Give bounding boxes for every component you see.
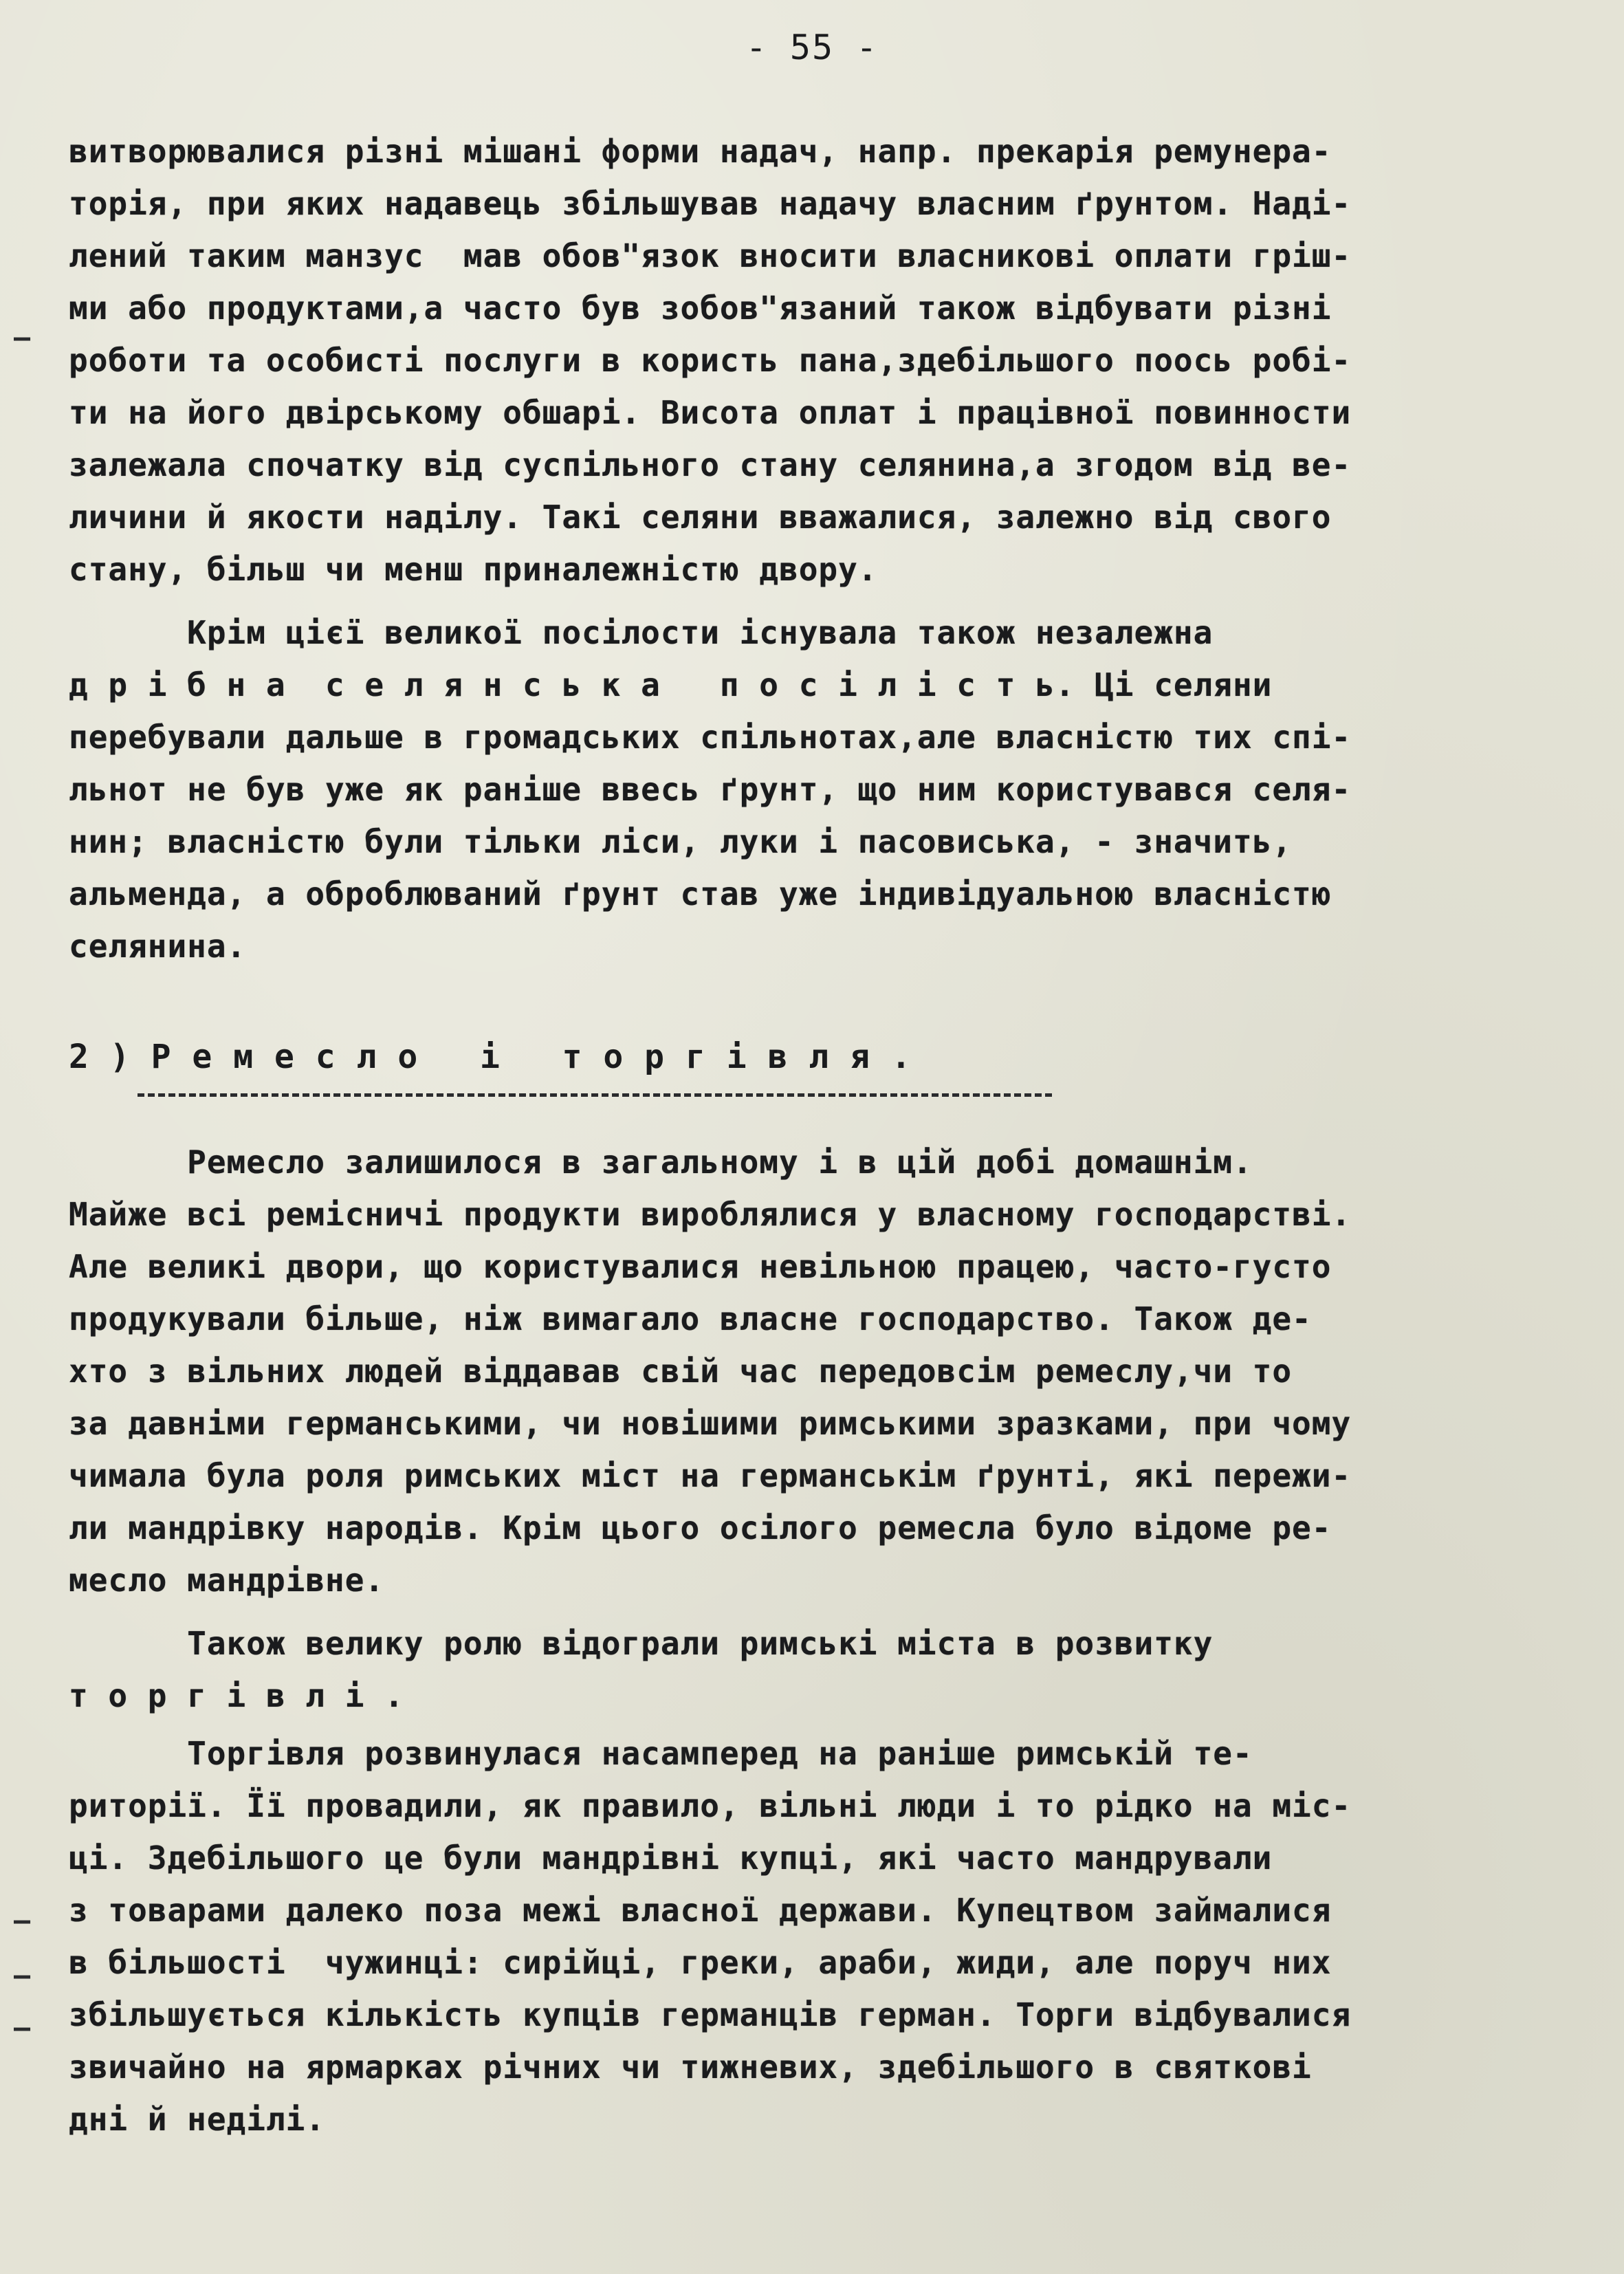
text-line: льнот не був уже як раніше ввесь ґрунт, що ним користувався селя- [69, 771, 1352, 808]
text-line: роботи та особисті послуги в користь пана,здебільшого поось робі- [69, 342, 1352, 379]
text-line: ці. Здебільшого це були мандрівні купці, які часто мандрували [69, 1839, 1273, 1877]
text-line: в більшості чужинці: сирійці, греки, араби, жиди, але поруч них [69, 1944, 1332, 1981]
margin-dash-mark: – [14, 322, 31, 353]
text-line: Але великі двори, що користувалися невільною працею, часто-густо [69, 1248, 1332, 1285]
margin-dash-mark: – [14, 1905, 31, 1936]
text-line: з товарами далеко поза межі власної держави. Купецтвом займалися [69, 1892, 1332, 1929]
text-line: Ремесло залишилося в загальному і в цій добі домашнім. [69, 1144, 1253, 1181]
text-line: личини й якости наділу. Такі селяни вважалися, залежно від свого [69, 499, 1332, 536]
page-number: - 55 - [745, 28, 879, 67]
text-line: чимала була роля римських міст на германськім ґрунті, які пережи- [69, 1457, 1352, 1494]
text-line: месло мандрівне. [69, 1562, 385, 1599]
text-line: селянина. [69, 928, 247, 965]
text-line: ли мандрівку народів. Крім цього осілого ремесла було відоме ре- [69, 1509, 1332, 1546]
text-line: Торгівля розвинулася насамперед на раніше римській те- [69, 1735, 1253, 1772]
margin-dash-mark: – [14, 2012, 31, 2044]
text-line: звичайно на ярмарках річних чи тижневих, здебільшого в святкові [69, 2048, 1312, 2086]
text-line: ми або продуктами,а часто був зобов"язаний також відбувати різні [69, 289, 1332, 327]
text-line: альменда, а оброблюваний ґрунт став уже індивідуальною власністю [69, 875, 1332, 912]
text-line: торія, при яких надавець збільшував надачу власним ґрунтом. Наді- [69, 185, 1352, 222]
text-line: Майже всі ремісничі продукти вироблялися у власному господарстві. [69, 1196, 1352, 1233]
text-line: д р і б н а с е л я н с ь к а п о с і л і с т ь. Ці селяни [69, 666, 1273, 703]
text-line: витворювалися різні мішані форми надач, напр. прекарія ремунера- [69, 133, 1332, 170]
text-line: за давніми германськими, чи новішими римськими зразками, при чому [69, 1405, 1352, 1442]
text-line: перебували дальше в громадських спільнотах,але власністю тих спі- [69, 719, 1352, 756]
text-line: продукували більше, ніж вимагало власне господарство. Також де- [69, 1300, 1312, 1337]
text-line: риторії. Її провадили, як правило, вільні люди і то рідко на міс- [69, 1787, 1352, 1824]
heading-underline [138, 1093, 1052, 1097]
section-heading: 2 ) Р е м е с л о і т о р г і в л я . [69, 1038, 912, 1076]
text-line: т о р г і в л і . [69, 1677, 404, 1714]
text-line: залежала спочатку від суспільного стану селянина,а згодом від ве- [69, 446, 1352, 483]
text-line: стану, більш чи менш приналежністю двору. [69, 551, 878, 588]
margin-dash-mark: – [14, 1960, 31, 1991]
text-line: дні й неділі. [69, 2101, 326, 2138]
text-line: нин; власністю були тільки ліси, луки і пасовиська, - значить, [69, 823, 1293, 860]
text-line: ти на його двірському обшарі. Висота оплат і працівної повинности [69, 394, 1352, 431]
text-line: Крім цієї великої посілости існувала також незалежна [69, 614, 1214, 651]
text-line: збільшується кількість купців германців герман. Торги відбувалися [69, 1996, 1352, 2033]
text-line: Також велику ролю відограли римські міста в розвитку [69, 1625, 1214, 1662]
text-line: лений таким манзус мав обов"язок вносити власникові оплати гріш- [69, 237, 1352, 274]
text-line: хто з вільних людей віддавав свій час передовсім ремеслу,чи то [69, 1353, 1293, 1390]
